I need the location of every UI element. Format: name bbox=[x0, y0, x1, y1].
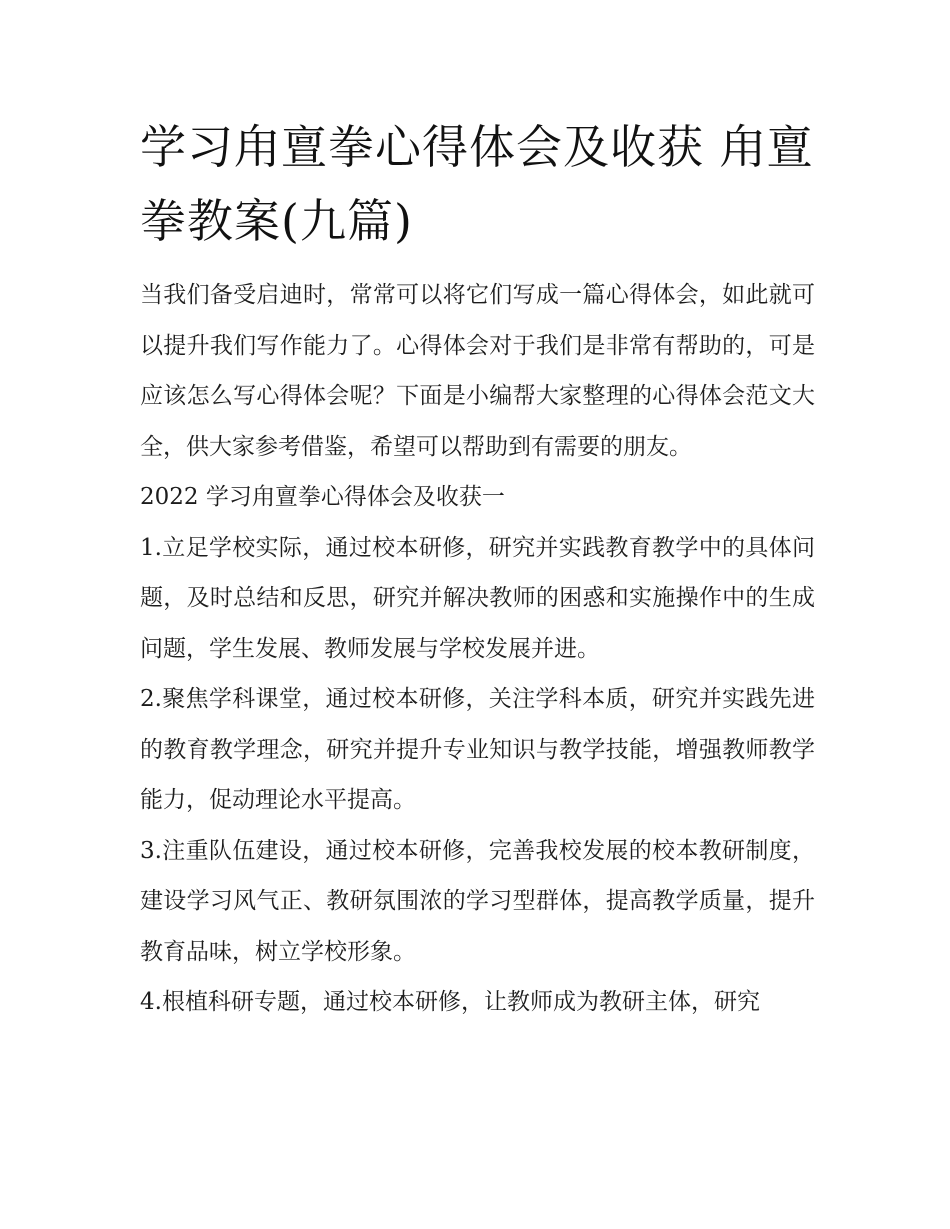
document-body bbox=[140, 110, 815, 1028]
intro-paragraph: 当我们备受启迪时，常常可以将它们写成一篇心得体会，如此就可以提升我们写作能力了。心得体会对于我们是非常有帮助的，可是应该怎么写心得体会呢？下面是小编帮大家整理的心得体会范文大全，供大家参考借鉴，希望可以帮助到有需要的朋友。 bbox=[140, 282, 815, 460]
point-3: 3.注重队伍建设，通过校本研修，完善我校发展的校本教研制度，建设学习风气正、教研氛围浓的学习型群体，提高教学质量，提升教育品味，树立学校形象。 bbox=[140, 837, 815, 965]
document-title: 学习甪亶拳心得体会及收获 甪亶拳教案(九篇) bbox=[140, 120, 814, 248]
point-1: 1.立足学校实际，通过校本研修，研究并实践教育教学中的具体问题，及时总结和反思，研究并解决教师的困惑和实施操作中的生成问题，学生发展、教师发展与学校发展并进。 bbox=[140, 534, 815, 662]
section-heading: 2022 学习甪亶拳心得体会及收获一 bbox=[140, 484, 505, 510]
point-4: 4.根植科研专题，通过校本研修，让教师成为教研主体，研究 bbox=[140, 989, 760, 1015]
point-2: 2.聚焦学科课堂，通过校本研修，关注学科本质，研究并实践先进的教育教学理念，研究并提升专业知识与教学技能，增强教师教学能力，促动理论水平提高。 bbox=[140, 686, 815, 813]
